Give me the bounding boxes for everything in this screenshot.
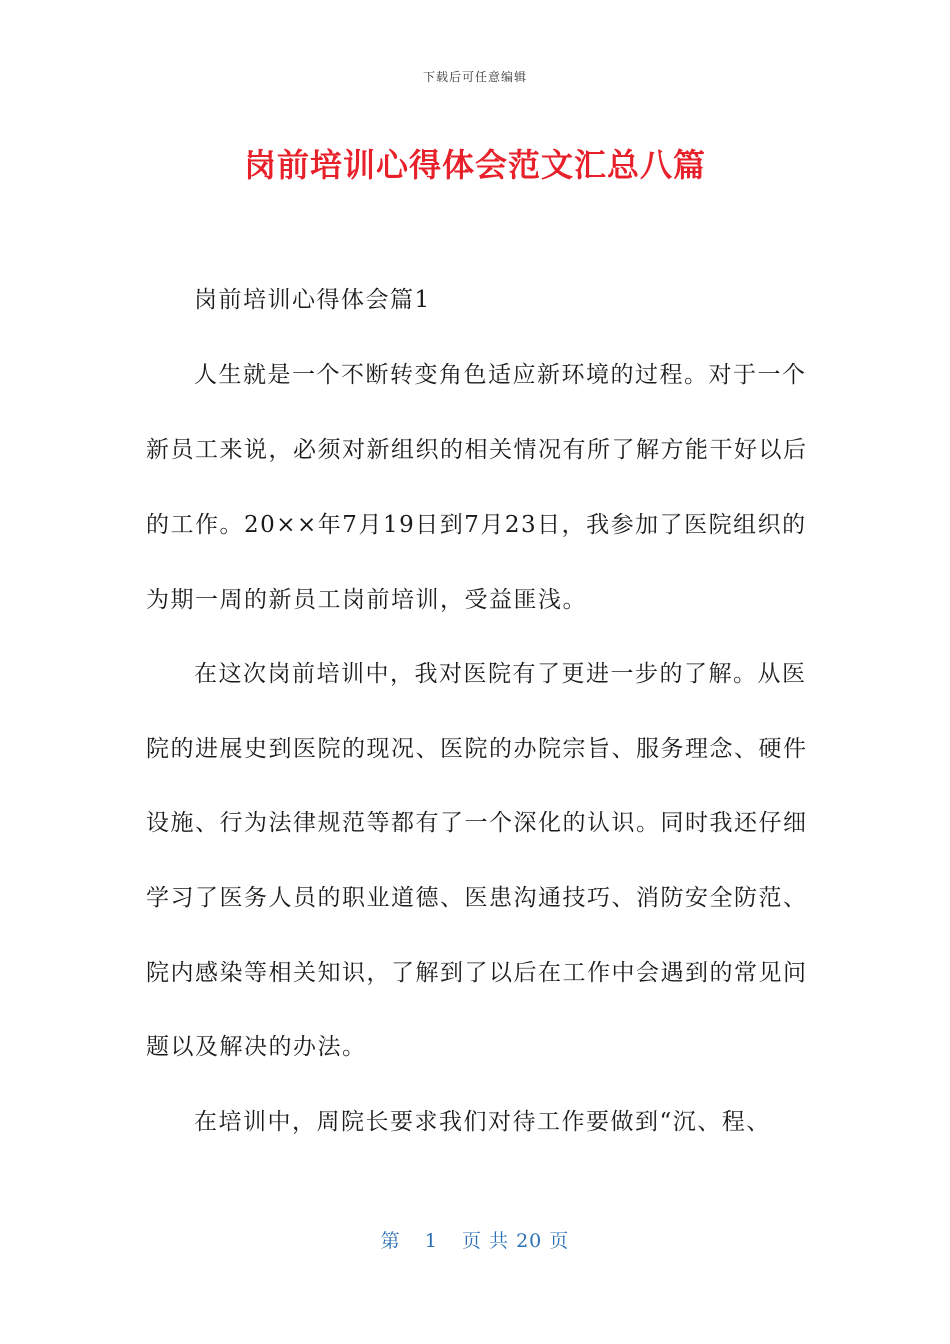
paragraph-1-line-2: 新员工来说，必须对新组织的相关情况有所了解方能干好以后 — [146, 437, 808, 463]
paragraph-2-line-4: 学习了医务人员的职业道德、医患沟通技巧、消防安全防范、 — [146, 885, 808, 911]
section-heading: 岗前培训心得体会篇1 — [194, 287, 431, 313]
footer-mid: 页 共 — [461, 1230, 510, 1252]
footer-suffix: 页 — [549, 1230, 570, 1252]
paragraph-2-line-5: 院内感染等相关知识，了解到了以后在工作中会遇到的常见问 — [146, 960, 808, 986]
header-note: 下载后可任意编辑 — [422, 70, 527, 84]
footer-total-pages: 20 — [516, 1230, 543, 1252]
paragraph-1-line-3: 的工作。20××年7月19日到7月23日，我参加了医院组织的 — [146, 512, 807, 538]
paragraph-2-line-1: 在这次岗前培训中，我对医院有了更进一步的了解。从医 — [194, 661, 807, 687]
paragraph-2-line-6: 题以及解决的办法。 — [146, 1034, 367, 1060]
paragraph-1-line-1: 人生就是一个不断转变角色适应新环境的过程。对于一个 — [194, 362, 807, 388]
footer-page-number: 1 — [424, 1230, 438, 1252]
paragraph-2-line-3: 设施、行为法律规范等都有了一个深化的认识。同时我还仔细 — [146, 810, 808, 836]
footer-prefix: 第 — [380, 1230, 401, 1252]
document-title: 岗前培训心得体会范文汇总八篇 — [243, 146, 706, 184]
page-footer — [0, 1226, 950, 1253]
paragraph-3-line-1: 在培训中，周院长要求我们对待工作要做到“沉、程、 — [194, 1109, 771, 1135]
paragraph-2-line-2: 院的进展史到医院的现况、医院的办院宗旨、服务理念、硬件 — [146, 736, 808, 762]
paragraph-1-line-4: 为期一周的新员工岗前培训，受益匪浅。 — [146, 587, 587, 613]
